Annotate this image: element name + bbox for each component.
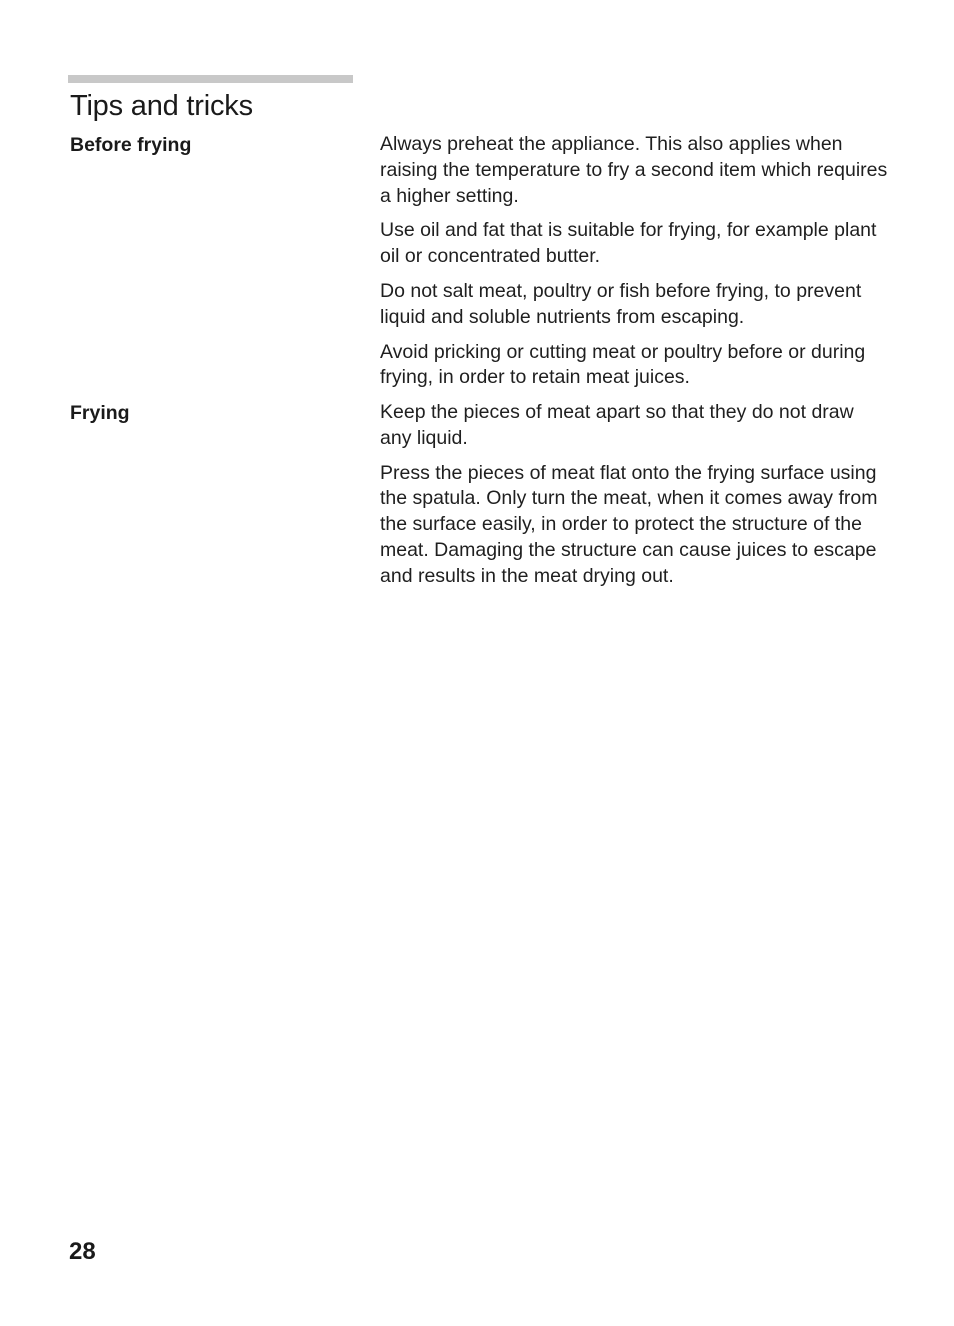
header-rule (68, 75, 353, 83)
paragraph: Press the pieces of meat flat onto the frying surface using the spatula. Only turn the meat, when it comes away from the surface easily, in order to protect the structure of the meat. Damaging the structure can cause juices to escape and results in the meat drying out. (380, 461, 878, 587)
section-label: Before frying (70, 134, 192, 156)
paragraph: Use oil and fat that is suitable for frying, for example plant oil or concentrated butter. (380, 219, 877, 268)
section-body (380, 132, 890, 400)
section-body (380, 400, 890, 599)
section-label: Frying (70, 402, 130, 424)
page-number: 28 (69, 1238, 96, 1265)
paragraph: Keep the pieces of meat apart so that they do not draw any liquid. (380, 401, 854, 449)
paragraph: Avoid pricking or cutting meat or poultry before or during frying, in order to retain meat juices. (380, 340, 866, 389)
paragraph: Do not salt meat, poultry or fish before frying, to prevent liquid and soluble nutrients from escaping. (380, 279, 862, 328)
page-title: Tips and tricks (70, 90, 253, 122)
paragraph: Always preheat the appliance. This also applies when raising the temperature to fry a second item which requires a higher setting. (380, 133, 888, 207)
